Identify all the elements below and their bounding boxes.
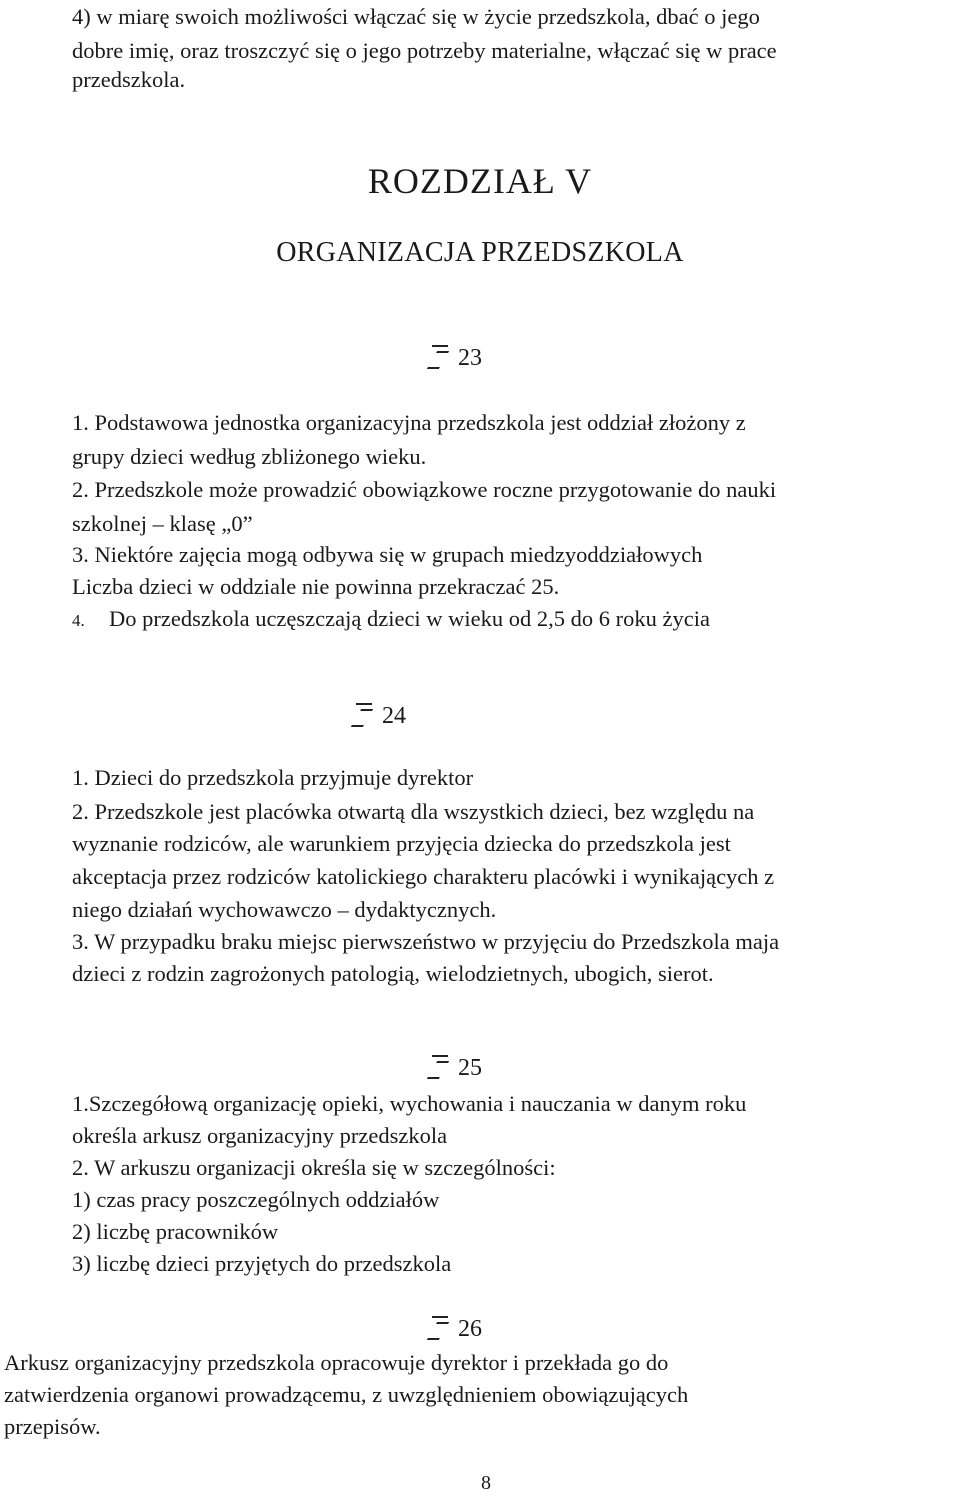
paragraph-line: 2) liczbę pracowników	[72, 1219, 279, 1244]
section-sign-icon	[430, 1055, 458, 1079]
paragraph-line: wyznanie rodziców, ale warunkiem przyjęcia dziecka do przedszkola jest	[72, 831, 731, 856]
section-number: 25	[458, 1055, 482, 1081]
paragraph-line: 3. W przypadku braku miejsc pierwszeństwo w przyjęciu do Przedszkola maja	[72, 929, 780, 954]
paragraph-line: 1.Szczegółową organizację opieki, wychowania i nauczania w danym roku	[72, 1091, 747, 1116]
section-sign-icon	[354, 703, 382, 727]
section-number: 24	[382, 703, 406, 729]
paragraph-line: niego działań wychowawczo – dydaktycznych.	[72, 897, 497, 922]
chapter-subtitle: ORGANIZACJA PRZEDSZKOLA	[276, 237, 684, 268]
paragraph-line: szkolnej – klasę „0”	[72, 511, 253, 536]
paragraph-line: dzieci z rodzin zagrożonych patologią, wielodzietnych, ubogich, sierot.	[72, 961, 714, 986]
paragraph-line: Arkusz organizacyjny przedszkola opracowuje dyrektor i przekłada go do	[4, 1350, 669, 1375]
paragraph-line: 1) czas pracy poszczególnych oddziałów	[72, 1187, 440, 1212]
section-number: 23	[458, 345, 482, 371]
paragraph-line: 2. Przedszkole może prowadzić obowiązkowe roczne przygotowanie do nauki	[72, 477, 777, 502]
paragraph-line: 3. Niektóre zajęcia mogą odbywa się w grupach miedzyoddziałowych	[72, 542, 703, 567]
intro-line: przedszkola.	[72, 67, 186, 92]
paragraph-line: grupy dzieci według zbliżonego wieku.	[72, 444, 427, 469]
paragraph-line: Liczba dzieci w oddziale nie powinna przekraczać 25.	[72, 574, 560, 599]
paragraph-line: przepisów.	[4, 1414, 101, 1439]
section-heading-23	[430, 345, 482, 372]
section-heading-24	[354, 703, 406, 730]
paragraph-line: 1. Dzieci do przedszkola przyjmuje dyrektor	[72, 765, 474, 790]
intro-line: dobre imię, oraz troszczyć się o jego potrzeby materialne, włączać się w prace	[72, 38, 777, 63]
section-number: 26	[458, 1316, 482, 1342]
paragraph-line: Do przedszkola uczęszczają dzieci w wieku od 2,5 do 6 roku życia	[109, 606, 710, 631]
section-sign-icon	[430, 1316, 458, 1340]
paragraph-line: zatwierdzenia organowi prowadzącemu, z uwzględnieniem obowiązujących	[4, 1382, 689, 1407]
paragraph-line: 2. W arkuszu organizacji określa się w szczególności:	[72, 1155, 556, 1180]
item-number: 4.	[72, 611, 85, 630]
intro-line: 4) w miarę swoich możliwości włączać się w życie przedszkola, dbać o jego	[72, 4, 760, 29]
paragraph-line: 2. Przedszkole jest placówka otwartą dla wszystkich dzieci, bez względu na	[72, 799, 755, 824]
section-heading-25	[430, 1055, 482, 1082]
chapter-title: ROZDZIAŁ V	[367, 161, 593, 201]
paragraph-line: określa arkusz organizacyjny przedszkola	[72, 1123, 448, 1148]
paragraph-line: akceptacja przez rodziców katolickiego charakteru placówki i wynikających z	[72, 864, 775, 889]
paragraph-line: 1. Podstawowa jednostka organizacyjna przedszkola jest oddział złożony z	[72, 410, 746, 435]
page-number: 8	[481, 1472, 491, 1494]
section-sign-icon	[430, 345, 458, 369]
paragraph-line: 3) liczbę dzieci przyjętych do przedszkola	[72, 1251, 452, 1276]
section-heading-26	[430, 1316, 482, 1343]
